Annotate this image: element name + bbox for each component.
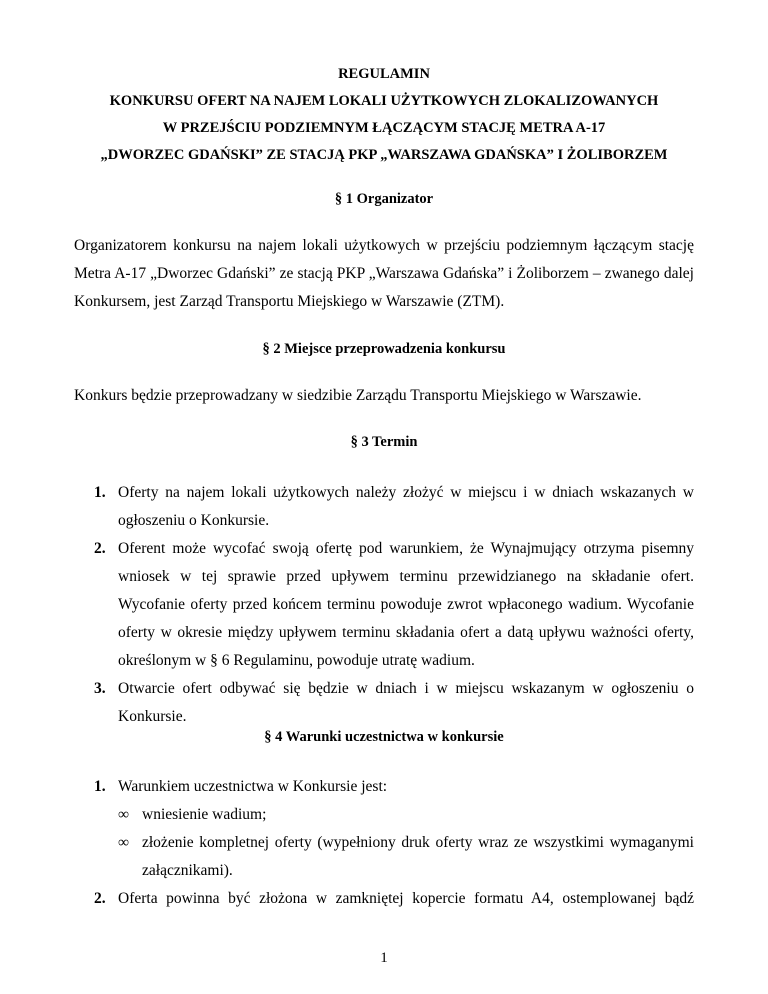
section-2-heading: § 2 Miejsce przeprowadzenia konkursu (262, 341, 506, 357)
document-title-line-1: REGULAMIN (338, 66, 430, 82)
bullet-text: złożenie kompletnej oferty (wypełniony druk oferty wraz ze wszystkimi wymaganymi załącznikami). (142, 834, 694, 879)
list-item-text: Warunkiem uczestnictwa w Konkursie jest: (118, 778, 388, 795)
document-title-line-2: KONKURSU OFERT NA NAJEM LOKALI UŻYTKOWYCH ZLOKALIZOWANYCH (109, 93, 659, 109)
section-1-heading: § 1 Organizator (334, 191, 434, 207)
list-number: 2. (94, 890, 106, 907)
list-number: 3. (94, 680, 106, 697)
section-2-paragraph: Konkurs będzie przeprowadzany w siedzibie Zarządu Transportu Miejskiego w Warszawie. (74, 387, 642, 404)
section-4-heading: § 4 Warunki uczestnictwa w konkursie (264, 729, 504, 745)
list-number: 2. (94, 540, 106, 557)
section-4-item-1 (94, 773, 694, 801)
document-title-line-4: „DWORZEC GDAŃSKI” ZE STACJĄ PKP „WARSZAWA GDAŃSKA” I ŻOLIBORZEM (100, 147, 668, 163)
document-title-line-3: W PRZEJŚCIU PODZIEMNYM ŁĄCZĄCYM STACJĘ METRA A-17 (162, 120, 606, 136)
section-4-bullet-2 (118, 829, 694, 885)
section-4-item-2 (94, 885, 694, 913)
section-4-bullet-1 (118, 801, 694, 829)
page-number: 1 (380, 950, 388, 966)
list-item-text: Oferent może wycofać swoją ofertę pod warunkiem, że Wynajmujący otrzyma pisemny wniosek w tej sprawie przed upływem terminu przewidzianego na składanie ofert. Wycofanie oferty przed końcem terminu powoduje zwrot wpłaconego wadium. Wycofanie oferty w okresie między upływem terminu składania ofert a datą upływu ważności oferty, określonym w § 6 Regulaminu, powoduje utratę wadium. (118, 540, 694, 669)
list-item-text: Oferta powinna być złożona w zamkniętej kopercie formatu A4, ostemplowanej bądź (118, 890, 694, 907)
list-number: 1. (94, 778, 106, 795)
list-number: 1. (94, 484, 106, 501)
section-3-item-3 (94, 675, 694, 731)
list-item-text: Otwarcie ofert odbywać się będzie w dniach i w miejscu wskazanym w ogłoszeniu o Konkursie. (118, 680, 694, 725)
section-3-item-1 (94, 479, 694, 535)
bullet-text: wniesienie wadium; (142, 806, 267, 823)
section-3-item-2 (94, 535, 694, 675)
section-1-paragraph: Organizatorem konkursu na najem lokali użytkowych w przejściu podziemnym łączącym stację Metra A-17 „Dworzec Gdański” ze stacją PKP „Warszawa Gdańska” i Żoliborzem – zwanego dalej Konkursem, jest Zarząd Transportu Miejskiego w Warszawie (ZTM). (74, 237, 694, 310)
section-3-heading: § 3 Termin (350, 434, 418, 450)
infinity-bullet-icon: ∞ (118, 806, 130, 823)
list-item-text: Oferty na najem lokali użytkowych należy złożyć w miejscu i w dniach wskazanych w ogłoszeniu o Konkursie. (118, 484, 694, 529)
infinity-bullet-icon: ∞ (118, 834, 130, 851)
